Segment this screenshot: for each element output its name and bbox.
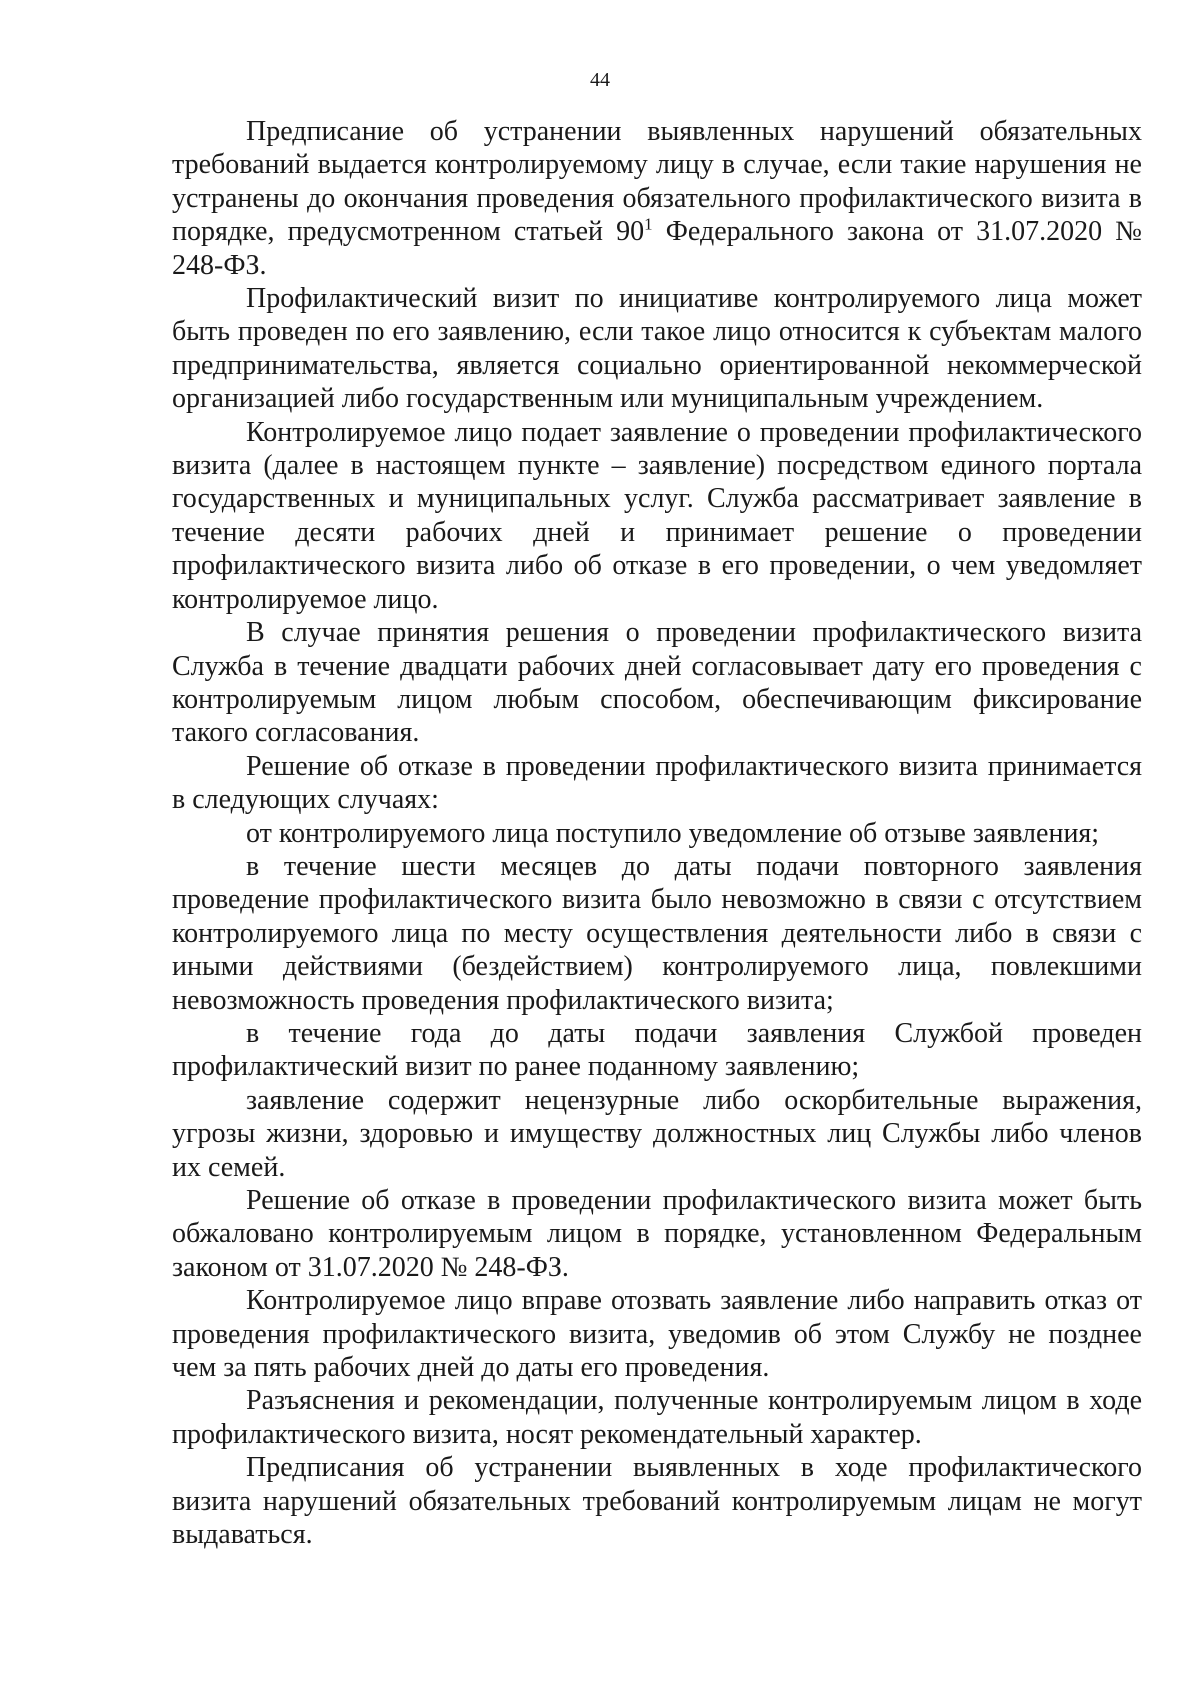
- paragraph-1-text-end: Федерального закона от 31.07.2020 № 248-ФЗ.: [172, 216, 1142, 281]
- paragraph-2: Профилактический визит по инициативе контролируемого лица может быть проведен по его заявлению, если такое лицо относится к субъектам малого предпринимательства, является социально ориентированной некоммерческой организацией либо государственным или муниципальным учреждением.: [172, 283, 1142, 415]
- document-body: [172, 115, 1142, 1551]
- paragraph-7: в течение шести месяцев до даты подачи повторного заявления проведение профилактического визита было невозможно в связи с отсутствием контролируемого лица по месту осуществления деятельности либо в связи с иными действиями (бездействием) контролируемого лица, повлекшими невозможность проведения профилактического визита;: [172, 850, 1142, 1016]
- paragraph-6: от контролируемого лица поступило уведомление об отзыве заявления;: [246, 817, 1100, 849]
- paragraph-11: Контролируемое лицо вправе отозвать заявление либо направить отказ от проведения профилактического визита, уведомив об этом Службу не позднее чем за пять рабочих дней до даты его проведения.: [172, 1285, 1142, 1384]
- superscript-1: 1: [644, 214, 653, 234]
- paragraph-5: Решение об отказе в проведении профилактического визита принимается в следующих случаях:: [172, 750, 1142, 816]
- paragraph-10: Решение об отказе в проведении профилактического визита может быть обжаловано контролируемым лицом в порядке, установленном Федеральным законом от 31.07.2020 № 248-ФЗ.: [172, 1185, 1142, 1283]
- paragraph-13: Предписания об устранении выявленных в ходе профилактического визита нарушений обязательных требований контролируемым лицам не могут выдаваться.: [172, 1452, 1142, 1551]
- paragraph-1-text: Предписание об устранении выявленных нарушений обязательных требований выдается контролируемому лицу в случае, если такие нарушения не устранены до окончания проведения обязательного профилактического визита в порядке, предусмотренном статьей 90: [172, 116, 1142, 248]
- paragraph-9: заявление содержит нецензурные либо оскорбительные выражения, угрозы жизни, здоровью и имуществу должностных лиц Службы либо членов их семей.: [172, 1084, 1142, 1183]
- paragraph-12: Разъяснения и рекомендации, полученные контролируемым лицом в ходе профилактического визита, носят рекомендательный характер.: [172, 1385, 1142, 1450]
- page-number: 44: [590, 69, 610, 91]
- paragraph-1: [172, 115, 1142, 282]
- paragraph-8: в течение года до даты подачи заявления Службой проведен профилактический визит по ранее поданному заявлению;: [172, 1017, 1142, 1083]
- paragraph-4: В случае принятия решения о проведении профилактического визита Служба в течение двадцати рабочих дней согласовывает дату его проведения с контролируемым лицом любым способом, обеспечивающим фиксирование такого согласования.: [172, 617, 1142, 749]
- paragraph-3: Контролируемое лицо подает заявление о проведении профилактического визита (далее в настоящем пункте – заявление) посредством единого портала государственных и муниципальных услуг. Служба рассматривает заявление в течение десяти рабочих дней и принимает решение о проведении профилактического визита либо об отказе в его проведении, о чем уведомляет контролируемое лицо.: [172, 416, 1142, 615]
